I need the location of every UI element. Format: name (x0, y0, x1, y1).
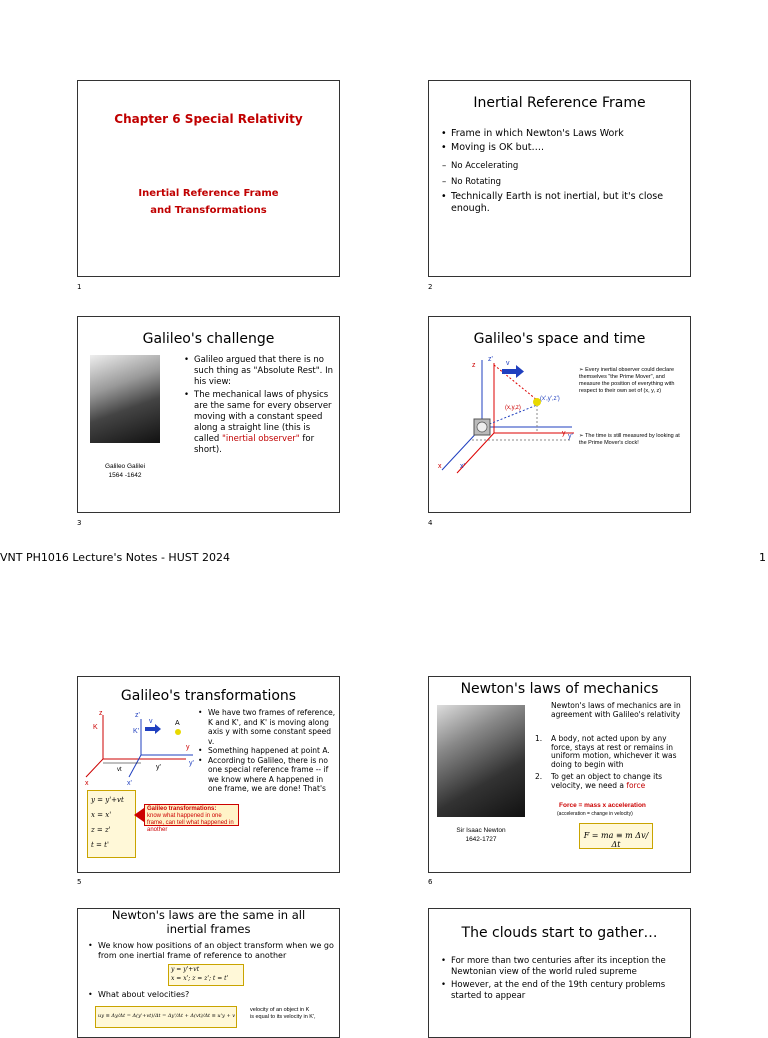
equation: z = z' (91, 826, 111, 834)
frame-label-K-prime: K' (133, 728, 140, 735)
axis-label-z-prime: z' (488, 356, 493, 363)
page-footer-left: VNT PH1016 Lecture's Notes - HUST 2024 (0, 551, 230, 564)
callout-arrow-icon (134, 808, 144, 822)
slide-8 (428, 908, 691, 1038)
bullet: • Something happened at point A. (196, 746, 338, 756)
equation: y = y'+vt (91, 796, 124, 804)
velocity-note (250, 1007, 338, 1021)
numbered-item-2: 2. To get an object to change its velocity, we need a force (535, 772, 663, 790)
slide-6-title: Newton's laws of mechanics (460, 681, 659, 697)
axis-label-z-prime: z' (135, 712, 140, 719)
bullet: • We have two frames of reference, K and K', and K' is moving along axis y with some constant speed v. (196, 708, 338, 746)
callout-title: Galileo transformations: (147, 806, 217, 812)
axis-label-x: x (438, 463, 442, 470)
galileo-equations (87, 790, 136, 858)
axis-label-x: x (85, 780, 89, 787)
bullet: • According to Galileo, there is no one special reference frame -- if we know where A happened in one frame, we are done! That's (196, 756, 338, 794)
coordinate-label-y-prime: y' (156, 764, 161, 771)
axis-label-y: y (186, 744, 190, 751)
space-time-diagram (432, 355, 582, 485)
slide-number: 5 (77, 878, 82, 886)
caption-name: Sir Isaac Newton (456, 827, 506, 834)
axis-label-z: z (472, 362, 476, 369)
slide-3-title: Galileo's challenge (142, 331, 275, 347)
equation: t = t' (91, 841, 109, 849)
slide-5-title: Galileo's transformations (120, 688, 297, 704)
slide-1-subtitle-2: and Transformations (150, 205, 267, 216)
highlight-text: force (626, 780, 646, 790)
point-label-prime: (x',y',z') (540, 396, 560, 402)
bullet: • What about velocities? (86, 990, 286, 1000)
caption-name: Galileo Galilei (104, 463, 146, 470)
bullet: Newton's laws of mechanics are in agreement with Galileo's relativity (551, 701, 681, 719)
note-line: velocity of an object in K (250, 1007, 310, 1013)
bullet: • We know how positions of an object transform when we go from one inertial frame of reference to another (86, 941, 336, 960)
diagram-note-2: ➢ The time is still measured by looking at the Prime Mover's clock! (579, 433, 680, 446)
distance-label-vt: vt (117, 767, 122, 773)
slide-number: 6 (428, 878, 433, 886)
slide-6 (428, 676, 691, 873)
axis-label-y: y (562, 430, 566, 437)
galileo-callout (144, 804, 239, 833)
axis-label-y-prime: y' (568, 433, 573, 440)
point-label: (x,y,z) (505, 405, 521, 411)
note-line: is equal to its velocity in K', (250, 1014, 316, 1020)
equation: x = x'; z = z'; t = t' (171, 975, 229, 982)
slide-number: 1 (77, 283, 82, 291)
slide-2 (428, 80, 691, 277)
law-text: To get an object to change its velocity, we need a (551, 772, 663, 790)
caption-dates: 1642-1727 (465, 836, 497, 843)
numbered-item-1: 1. A body, not acted upon by any force, stays at rest or remains in uniform motion, whichever it was doing to begin with (535, 735, 687, 769)
bullet: • Moving is OK but…. (439, 142, 684, 154)
sub-bullet: – No Rotating (429, 177, 501, 188)
galileo-portrait (90, 355, 160, 443)
slide-number: 4 (428, 519, 433, 527)
law-statement: Force = mass x acceleration (559, 802, 646, 809)
slide-1-title: Chapter 6 Special Relativity (114, 112, 303, 126)
bullet: • However, at the end of the 19th century problems started to appear (439, 980, 684, 1001)
slide-1-subtitle-1: Inertial Reference Frame (138, 188, 279, 199)
slide-5 (77, 676, 340, 873)
velocity-equation: uy ≡ Δy/Δt = Δ(y'+vt)/Δt = Δy'/Δt + Δ(vt)/Δt ≡ u'y + v (95, 1006, 237, 1028)
axis-label-x-prime: x' (460, 463, 465, 470)
point-label-A: A (175, 720, 180, 727)
highlight-text: "inertial observer" (221, 434, 300, 444)
caption-dates: 1564 -1642 (108, 472, 142, 479)
callout-body: know what happened in one frame, can tell what happened in another (147, 813, 234, 833)
slide-2-title: Inertial Reference Frame (473, 95, 646, 111)
slide-4-title: Galileo's space and time (473, 331, 646, 347)
velocity-label: v (149, 718, 153, 725)
slide-1 (77, 80, 340, 277)
equation: x = x' (91, 811, 112, 819)
newton-equation: F = ma ≡ m Δv/Δt (579, 823, 653, 849)
portrait-caption (437, 826, 525, 844)
diagram-note-1: ➢ Every inertial observer could declare themselves "the Prime Mover", and measure the position of everything with respect to their own set of (x, y, z) (579, 367, 675, 394)
page-number: 1 (759, 551, 766, 564)
bullet: • For more than two centuries after its inception the Newtonian view of the world ruled supreme (439, 956, 684, 977)
bullet: • Frame in which Newton's Laws Work (439, 128, 684, 140)
law-text: A body, not acted upon by any force, stays at rest or remains in uniform motion, whichever it was doing to begin with (551, 734, 677, 769)
slide-7-title-1: Newton's laws are the same in all (111, 908, 306, 922)
slide-7-title-2: inertial frames (166, 922, 251, 936)
axis-label-z: z (99, 710, 103, 717)
slide-7 (77, 908, 340, 1038)
law-note: (acceleration = change in velocity) (557, 811, 633, 817)
slide-4 (428, 316, 691, 513)
portrait-caption (86, 462, 164, 480)
slide-8-title: The clouds start to gather… (461, 925, 658, 941)
slide-3 (77, 316, 340, 513)
bullet (182, 390, 334, 456)
transformation-diagram (81, 707, 201, 787)
bullet: • Technically Earth is not inertial, but it's close enough. (439, 191, 684, 215)
newton-portrait (437, 705, 525, 817)
frame-label-K: K (93, 724, 98, 731)
bullet-text: The mechanical laws of physics are the same for every observer moving with a constant speed along a straight line (this is called (194, 390, 332, 444)
slide-number: 3 (77, 519, 82, 527)
axis-label-y-prime: y' (189, 760, 194, 767)
position-equations (168, 964, 244, 986)
bullet: • Galileo argued that there is no such thing as "Absolute Rest". In his view: (182, 355, 334, 388)
axis-label-x-prime: x' (127, 780, 132, 787)
bullet-text: for short). (194, 434, 315, 455)
slide-number: 2 (428, 283, 433, 291)
equation: y = y'+vt (171, 966, 200, 973)
velocity-label: v (506, 360, 510, 367)
sub-bullet: – No Accelerating (429, 161, 518, 172)
